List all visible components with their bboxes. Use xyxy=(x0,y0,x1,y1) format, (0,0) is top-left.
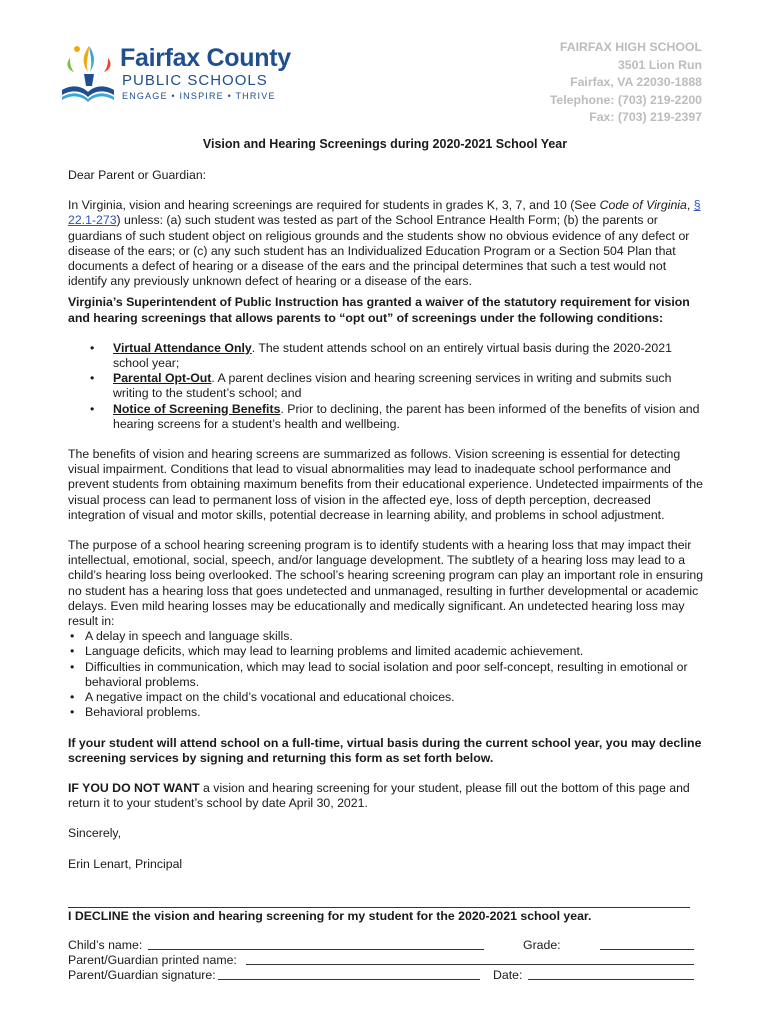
signature-label: Parent/Guardian signature: xyxy=(68,968,216,983)
waiver-paragraph: Virginia’s Superintendent of Public Instruction has granted a waiver of the statutory requirement for vision and hearing screenings that allows parents to “opt out” of screenings under the following conditions: xyxy=(68,295,690,325)
greeting: Dear Parent or Guardian: xyxy=(68,168,207,182)
benefits-paragraph: The benefits of vision and hearing screens are summarized as follows. Vision screening is essential for detecting visual impairment. Conditions that lead to visual abnormalities may lead to inadequate school performance and prevent students from obtaining maximum benefits from their educational experience. Undetected impairments of the visual process can lead to permanent loss of vision in the affected eye, loss of depth perception, decreased integration of visual and motor skills, potential decrease in learning ability, and problems in school adjustment. xyxy=(68,447,703,522)
date-field[interactable] xyxy=(528,968,694,980)
school-city: Fairfax, VA 22030-1888 xyxy=(570,75,702,89)
principal-signature: Erin Lenart, Principal xyxy=(68,856,183,871)
letter-body xyxy=(68,168,708,872)
school-street: 3501 Lion Run xyxy=(617,57,702,72)
letter-title: Vision and Hearing Screenings during 2020-2021 School Year xyxy=(202,137,568,151)
effect-item: • A delay in speech and language skills. xyxy=(68,629,708,644)
school-fax: Fax: (703) 219-2397 xyxy=(589,110,702,124)
printed-name-label: Parent/Guardian printed name: xyxy=(68,953,237,968)
closing: Sincerely, xyxy=(68,826,122,841)
child-name-field[interactable] xyxy=(148,938,484,950)
decline-form xyxy=(68,938,694,984)
condition-item: • Virtual Attendance Only. The student attends school on an entirely virtual basis during the 2020-2021 school year; xyxy=(68,341,708,371)
decline-statement: I DECLINE the vision and hearing screening for my student for the 2020-2021 school year. xyxy=(68,909,592,923)
purpose-paragraph: The purpose of a school hearing screening program is to identify students with a hearing loss that may impact their intellectual, emotional, social, speech, and/or language development. The subtlety of a hearing loss may lead to a child’s hearing loss being overlooked. The school’s hearing screening program can play an important role in ensuring no student has a hearing loss that goes undetected and unmanaged, resulting in further developmental or academic delays. Even mild hearing losses may be educationally and medically significant. An undetected hearing loss may result in: xyxy=(68,538,704,629)
logo-tagline: ENGAGE • INSPIRE • THRIVE xyxy=(122,91,276,101)
divider xyxy=(68,907,690,908)
torch-book-icon xyxy=(58,42,118,104)
effect-item: • A negative impact on the child’s vocational and educational choices. xyxy=(68,690,708,705)
school-address-block xyxy=(550,39,702,127)
logo-subtitle: PUBLIC SCHOOLS xyxy=(122,72,268,89)
statute-link[interactable]: § 22.1-273 xyxy=(68,198,701,228)
effects-list xyxy=(68,629,708,720)
virtual-note: If your student will attend school on a full-time, virtual basis during the current school year, you may decline screening services by signing and returning this form as set forth below. xyxy=(68,735,702,765)
effect-item: • Language deficits, which may lead to learning problems and limited academic achievement. xyxy=(68,644,708,659)
child-name-label: Child’s name: xyxy=(68,938,143,952)
effect-item: • Behavioral problems. xyxy=(68,705,708,720)
school-name: FAIRFAX HIGH SCHOOL xyxy=(559,40,702,54)
printed-name-field[interactable] xyxy=(246,953,694,965)
do-not-want-paragraph: IF YOU DO NOT WANT a vision and hearing screening for your student, please fill out the bottom of this page and return it to your student’s school by date April 30, 2021. xyxy=(68,780,690,811)
conditions-list xyxy=(68,341,708,432)
signature-field[interactable] xyxy=(218,968,480,980)
effect-item: • Difficulties in communication, which may lead to social isolation and poor self-concept, resulting in emotional or behavioral problems. xyxy=(68,660,708,690)
grade-field[interactable] xyxy=(600,938,694,950)
school-phone: Telephone: (703) 219-2200 xyxy=(549,92,702,107)
fcps-logo xyxy=(58,42,298,106)
intro-paragraph: In Virginia, vision and hearing screenings are required for students in grades K, 3, 7, and 10 (See Code of Virginia, § 22.1-273) unless: (a) such student was tested as part of the School Entrance Health Form; (b) the parents or guardians of such student object on religious grounds and the students show no obvious evidence of any defect or disease of the ears; or (c) any such student has an Individualized Education Program or a Section 504 Plan that documents a defect of hearing or a disease of the ears and the principal determines that such a test would not identify any previously unknown defect of hearing or a disease of the ears. xyxy=(68,198,701,289)
date-label: Date: xyxy=(493,968,523,983)
logo-name: Fairfax County xyxy=(120,44,291,72)
condition-item: • Parental Opt-Out. A parent declines vision and hearing screening services in writing and submits such writing to the student’s school; and xyxy=(68,371,708,401)
code-reference: Code of Virginia xyxy=(599,198,687,213)
condition-item: • Notice of Screening Benefits. Prior to declining, the parent has been informed of the benefits of vision and hearing screens for a student’s health and wellbeing. xyxy=(68,402,708,432)
grade-label: Grade: xyxy=(523,938,561,952)
